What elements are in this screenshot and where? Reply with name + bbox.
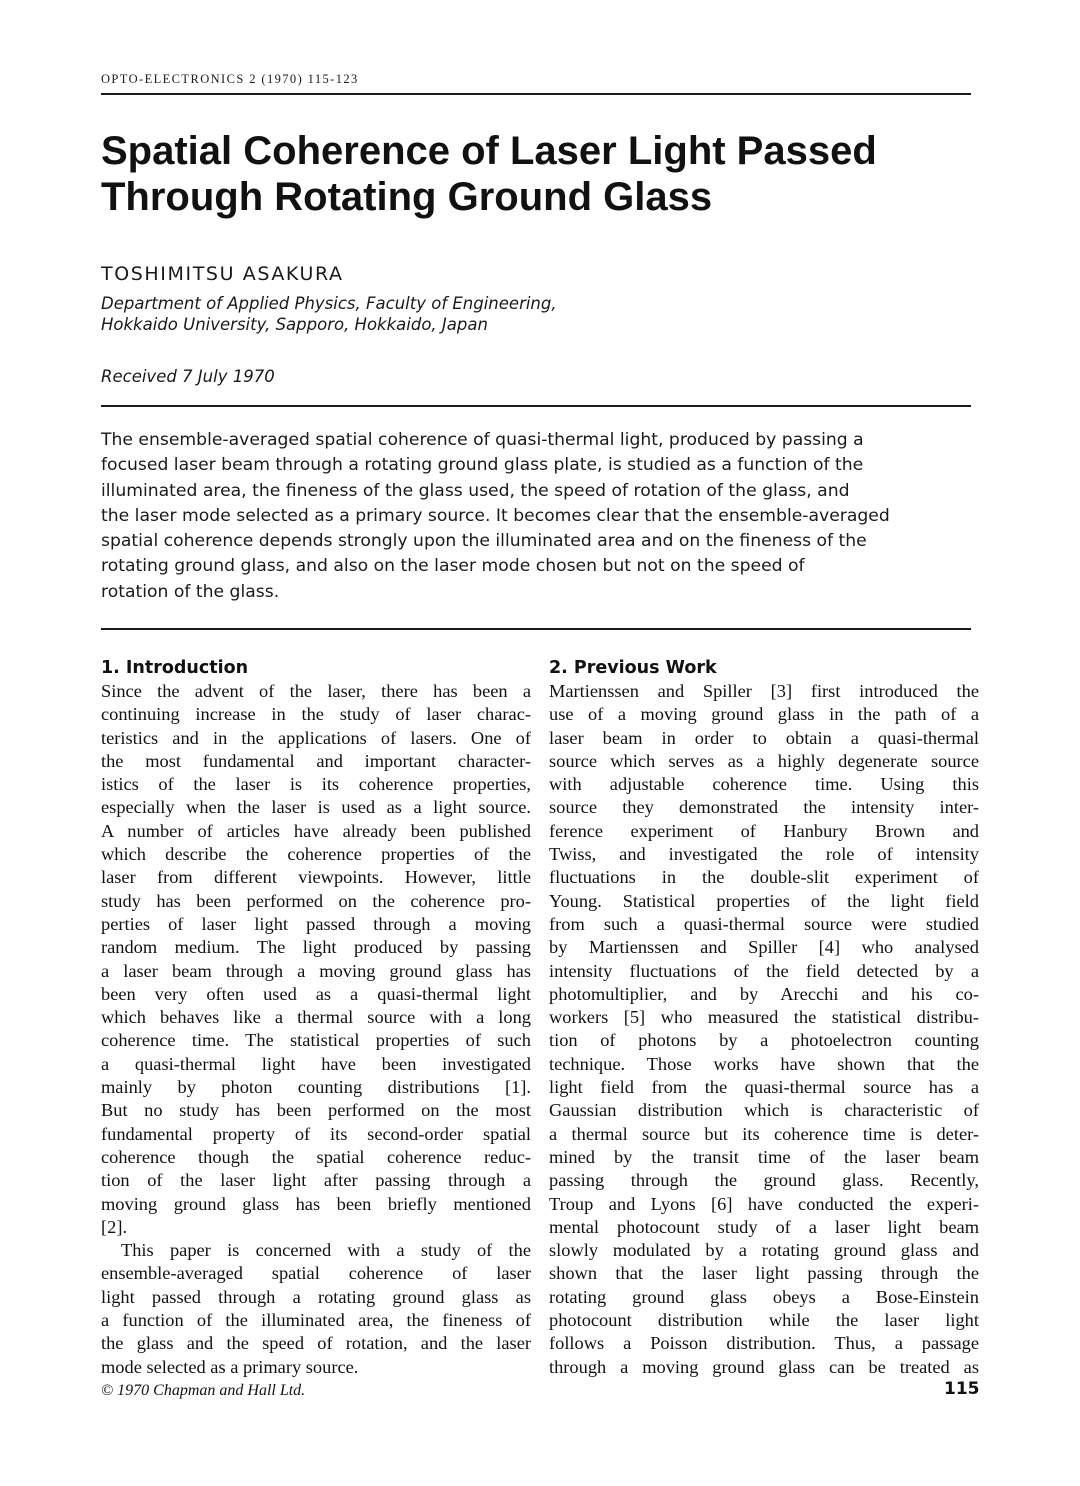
text-line: mode selected as a primary source.: [101, 1356, 359, 1377]
affiliation-line: Department of Applied Physics, Faculty of Engineering,: [101, 294, 557, 313]
text-line: coherence time. The statistical properties of such: [101, 1030, 531, 1051]
abstract: [101, 428, 981, 605]
text-line: especially when the laser is used as a light source.: [101, 797, 531, 818]
text-line: teristics and in the applications of lasers. One of: [101, 727, 531, 748]
abstract-line: rotating ground glass, and also on the laser mode chosen but not on the speed of: [101, 556, 805, 577]
title-line: Spatial Coherence of Laser Light Passed: [101, 129, 877, 173]
author-affiliation: [101, 293, 557, 335]
text-line: intensity fluctuations of the field detected by a: [549, 960, 979, 981]
introduction-body: [101, 680, 531, 1379]
text-line: passing through the ground glass. Recently,: [549, 1170, 979, 1191]
text-line: laser from different viewpoints. However, little: [101, 867, 531, 888]
page-number: 115: [944, 1379, 980, 1399]
abstract-bottom-rule: [101, 628, 971, 630]
abstract-line: illuminated area, the fineness of the glass used, the speed of rotation of the glass, and: [101, 480, 850, 501]
text-line: istics of the laser is its coherence properties,: [101, 774, 531, 795]
text-line: mined by the transit time of the laser beam: [549, 1146, 979, 1167]
text-line: shown that the laser light passing through the: [549, 1263, 979, 1284]
text-line: continuing increase in the study of laser charac-: [101, 704, 531, 725]
text-line: ference experiment of Hanbury Brown and: [549, 820, 979, 841]
text-line: from such a quasi-thermal source were studied: [549, 913, 979, 934]
abstract-top-rule: [101, 405, 971, 407]
received-date: Received 7 July 1970: [101, 367, 275, 386]
text-line: slowly modulated by a rotating ground glass and: [549, 1240, 979, 1261]
text-line: Gaussian distribution which is characteristic of: [549, 1100, 979, 1121]
text-line: the glass and the speed of rotation, and the laser: [101, 1333, 531, 1354]
text-line: perties of laser light passed through a moving: [101, 913, 531, 934]
journal-header: OPTO-ELECTRONICS 2 (1970) 115-123: [101, 72, 359, 86]
text-line: use of a moving ground glass in the path of a: [549, 704, 979, 725]
text-line: This paper is concerned with a study of the: [121, 1240, 531, 1261]
right-column: [549, 656, 979, 1379]
text-line: Troup and Lyons [6] have conducted the experi-: [549, 1193, 979, 1214]
text-line: source they demonstrated the intensity inter-: [549, 797, 979, 818]
abstract-line: focused laser beam through a rotating ground glass plate, is studied as a function of the: [101, 455, 864, 476]
text-line: technique. Those works have shown that the: [549, 1053, 979, 1074]
text-line: Martienssen and Spiller [3] first introduced the: [549, 681, 979, 701]
text-line: Since the advent of the laser, there has been a: [101, 681, 531, 701]
text-line: photomultiplier, and by Arecchi and his co-: [549, 983, 979, 1004]
copyright-notice: © 1970 Chapman and Hall Ltd.: [101, 1382, 306, 1399]
text-line: mainly by photon counting distributions [1].: [101, 1077, 531, 1098]
text-line: ensemble-averaged spatial coherence of laser: [101, 1263, 531, 1284]
text-line: source which serves as a highly degenerate source: [549, 750, 979, 771]
text-line: mental photocount study of a laser light beam: [549, 1216, 979, 1237]
abstract-line: The ensemble-averaged spatial coherence of quasi-thermal light, produced by passing a: [101, 430, 864, 450]
header-rule: [101, 93, 971, 95]
text-line: rotating ground glass obeys a Bose-Einstein: [549, 1286, 979, 1307]
text-line: light field from the quasi-thermal source has a: [549, 1077, 979, 1098]
text-line: which behaves like a thermal source with a long: [101, 1007, 531, 1028]
section-heading-previous-work: 2. Previous Work: [549, 658, 717, 678]
text-line: study has been performed on the coherence pro-: [101, 890, 531, 911]
text-line: the most fundamental and important character-: [101, 750, 531, 771]
text-line: a quasi-thermal light have been investigated: [101, 1053, 531, 1074]
text-line: been very often used as a quasi-thermal light: [101, 983, 531, 1004]
text-line: [2].: [101, 1216, 128, 1237]
abstract-line: rotation of the glass.: [101, 581, 280, 602]
text-line: workers [5] who measured the statistical distribu-: [549, 1007, 979, 1028]
section-heading-introduction: 1. Introduction: [101, 658, 249, 678]
abstract-line: the laser mode selected as a primary source. It becomes clear that the ensemble-averaged: [101, 505, 890, 526]
text-line: tion of photons by a photoelectron counting: [549, 1030, 979, 1051]
text-line: photocount distribution while the laser light: [549, 1310, 979, 1331]
text-line: coherence though the spatial coherence reduc-: [101, 1146, 531, 1167]
previous-work-body: [549, 680, 979, 1379]
text-line: tion of the laser light after passing through a: [101, 1170, 531, 1191]
paper-title: [101, 128, 981, 220]
text-line: by Martienssen and Spiller [4] who analysed: [549, 937, 979, 958]
text-line: light passed through a rotating ground glass as: [101, 1286, 531, 1307]
text-line: moving ground glass has been briefly mentioned: [101, 1193, 531, 1214]
left-column: [101, 656, 531, 1379]
text-line: a laser beam through a moving ground glass has: [101, 960, 531, 981]
text-line: Young. Statistical properties of the light field: [549, 890, 979, 911]
affiliation-line: Hokkaido University, Sapporo, Hokkaido, Japan: [101, 315, 488, 334]
text-line: a function of the illuminated area, the fineness of: [101, 1310, 531, 1331]
text-line: follows a Poisson distribution. Thus, a passage: [549, 1333, 979, 1354]
title-line: Through Rotating Ground Glass: [101, 175, 713, 219]
text-line: random medium. The light produced by passing: [101, 937, 531, 958]
text-line: fundamental property of its second-order spatial: [101, 1123, 531, 1144]
text-line: A number of articles have already been published: [101, 820, 531, 841]
author-name: TOSHIMITSU ASAKURA: [101, 263, 344, 285]
text-line: a thermal source but its coherence time is deter-: [549, 1123, 979, 1144]
text-line: fluctuations in the double-slit experiment of: [549, 867, 979, 888]
text-line: through a moving ground glass can be treated as: [549, 1356, 979, 1377]
text-line: But no study has been performed on the most: [101, 1100, 531, 1121]
abstract-line: spatial coherence depends strongly upon the illuminated area and on the fineness of the: [101, 531, 867, 552]
text-line: which describe the coherence properties of the: [101, 844, 531, 865]
text-line: laser beam in order to obtain a quasi-thermal: [549, 727, 979, 748]
text-line: with adjustable coherence time. Using this: [549, 774, 979, 795]
text-line: Twiss, and investigated the role of intensity: [549, 844, 979, 865]
